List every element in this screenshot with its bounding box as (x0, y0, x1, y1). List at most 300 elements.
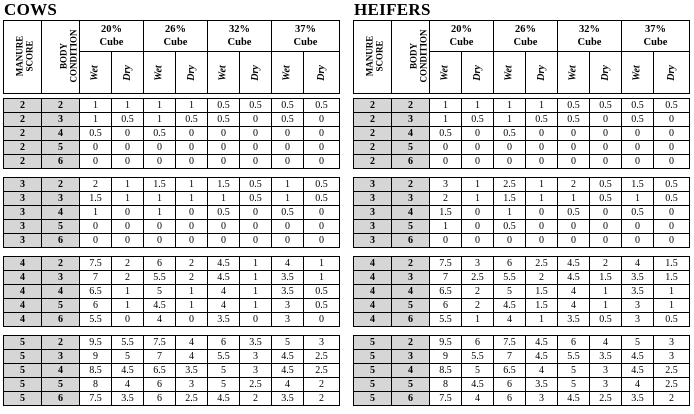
dry-header: Dry (590, 52, 622, 94)
wet-value-cell: 1.5 (494, 192, 526, 206)
wet-value-cell: 9.5 (430, 336, 462, 350)
dry-value-cell: 1 (240, 299, 272, 313)
wet-value-cell: 4.5 (272, 350, 304, 364)
wet-header: Wet (430, 52, 462, 94)
table-row (354, 392, 690, 406)
dry-value-cell: 2.5 (462, 271, 494, 285)
body-condition-cell: 5 (392, 220, 430, 234)
dry-value-cell: 1.5 (590, 271, 622, 285)
wet-value-cell: 6 (494, 378, 526, 392)
dry-value-cell: 1 (112, 192, 144, 206)
dry-header: Dry (526, 52, 558, 94)
wet-value-cell: 3.5 (622, 392, 654, 406)
wet-value-cell: 6.5 (144, 364, 176, 378)
dry-value-cell: 0 (590, 141, 622, 155)
dry-value-cell: 3 (176, 378, 208, 392)
wet-value-cell: 0.5 (558, 99, 590, 113)
body-condition-cell: 5 (42, 378, 80, 392)
table-row (354, 257, 690, 271)
wet-value-cell: 0.5 (272, 206, 304, 220)
manure-score-cell: 5 (354, 364, 392, 378)
dry-value-cell: 0 (176, 127, 208, 141)
body-condition-cell: 2 (392, 178, 430, 192)
wet-value-cell: 9 (430, 350, 462, 364)
body-condition-cell: 6 (42, 392, 80, 406)
body-condition-cell: 4 (42, 364, 80, 378)
dry-value-cell: 0 (526, 220, 558, 234)
dry-value-cell: 0 (112, 141, 144, 155)
dry-value-cell: 4 (462, 392, 494, 406)
wet-value-cell: 0 (622, 220, 654, 234)
wet-value-cell: 3.5 (622, 285, 654, 299)
wet-value-cell: 4 (622, 257, 654, 271)
dry-value-cell: 2 (590, 257, 622, 271)
cube-37-header: 37% Cube (622, 21, 690, 52)
wet-value-cell: 0 (272, 234, 304, 248)
wet-value-cell: 7.5 (430, 392, 462, 406)
dry-value-cell: 0 (590, 220, 622, 234)
wet-value-cell: 0 (558, 141, 590, 155)
wet-value-cell: 2.5 (494, 178, 526, 192)
dry-value-cell: 1 (654, 299, 690, 313)
dry-value-cell: 0 (654, 127, 690, 141)
dry-value-cell: 1.5 (654, 271, 690, 285)
body-condition-cell: 2 (42, 178, 80, 192)
table-row (354, 178, 690, 192)
wet-value-cell: 5.5 (430, 313, 462, 327)
wet-value-cell: 1 (80, 113, 112, 127)
wet-header: Wet (494, 52, 526, 94)
wet-value-cell: 1.5 (80, 192, 112, 206)
manure-score-cell: 4 (4, 299, 42, 313)
dry-value-cell: 0 (304, 234, 340, 248)
wet-header: Wet (272, 52, 304, 94)
wet-value-cell: 7.5 (494, 336, 526, 350)
wet-value-cell: 0 (494, 234, 526, 248)
body-condition-cell: 3 (42, 113, 80, 127)
dry-value-cell: 2 (240, 392, 272, 406)
wet-value-cell: 0 (80, 220, 112, 234)
dry-value-cell: 0 (240, 113, 272, 127)
wet-value-cell: 6 (144, 257, 176, 271)
wet-value-cell: 6.5 (430, 285, 462, 299)
dry-value-cell: 0 (112, 234, 144, 248)
dry-value-cell: 3 (240, 364, 272, 378)
dry-value-cell: 0 (590, 127, 622, 141)
wet-value-cell: 4.5 (208, 257, 240, 271)
body-condition-header: BODY CONDITION (42, 21, 80, 94)
table-row (354, 350, 690, 364)
dry-value-cell: 0 (526, 141, 558, 155)
manure-score-cell: 4 (354, 313, 392, 327)
table-row (4, 271, 340, 285)
dry-value-cell: 0.5 (304, 285, 340, 299)
dry-value-cell: 0 (304, 206, 340, 220)
body-condition-cell: 2 (42, 257, 80, 271)
manure-score-cell: 2 (4, 141, 42, 155)
dry-value-cell: 1 (240, 257, 272, 271)
wet-value-cell: 5 (558, 364, 590, 378)
dry-value-cell: 0 (590, 206, 622, 220)
wet-value-cell: 2 (558, 178, 590, 192)
wet-value-cell: 0 (144, 234, 176, 248)
body-condition-cell: 5 (42, 220, 80, 234)
dry-value-cell: 0.5 (590, 313, 622, 327)
dry-value-cell: 0 (654, 155, 690, 169)
wet-value-cell: 4.5 (272, 364, 304, 378)
wet-value-cell: 0 (208, 141, 240, 155)
dry-header: Dry (304, 52, 340, 94)
wet-value-cell: 8 (430, 378, 462, 392)
wet-value-cell: 1.5 (430, 206, 462, 220)
dry-value-cell: 0.5 (304, 299, 340, 313)
wet-value-cell: 0.5 (558, 113, 590, 127)
dry-value-cell: 1 (112, 285, 144, 299)
wet-value-cell: 2 (430, 192, 462, 206)
wet-value-cell: 0.5 (144, 127, 176, 141)
dry-value-cell: 0 (526, 127, 558, 141)
table-row (4, 364, 340, 378)
dry-value-cell: 0.5 (240, 178, 272, 192)
table-row (4, 336, 340, 350)
body-condition-cell: 3 (392, 350, 430, 364)
table-row (4, 192, 340, 206)
wet-value-cell: 0 (622, 141, 654, 155)
dry-value-cell: 0 (462, 141, 494, 155)
table-row (354, 99, 690, 113)
dry-value-cell: 2.5 (304, 350, 340, 364)
body-condition-cell: 4 (42, 285, 80, 299)
table-row (4, 313, 340, 327)
dry-value-cell: 3 (526, 392, 558, 406)
heifers-title: HEIFERS (354, 0, 431, 19)
wet-value-cell: 0 (558, 155, 590, 169)
dry-value-cell: 3.5 (526, 378, 558, 392)
manure-score-cell: 3 (4, 178, 42, 192)
dry-value-cell: 1 (112, 99, 144, 113)
dry-value-cell: 4 (176, 336, 208, 350)
dry-value-cell: 1 (176, 285, 208, 299)
wet-header: Wet (208, 52, 240, 94)
dry-header: Dry (462, 52, 494, 94)
wet-value-cell: 0 (558, 234, 590, 248)
wet-value-cell: 1.5 (622, 178, 654, 192)
table-row (4, 378, 340, 392)
wet-value-cell: 4 (272, 378, 304, 392)
wet-value-cell: 0 (208, 127, 240, 141)
body-condition-cell: 2 (42, 336, 80, 350)
wet-value-cell: 3.5 (272, 392, 304, 406)
dry-value-cell: 0 (304, 155, 340, 169)
wet-value-cell: 0.5 (494, 127, 526, 141)
wet-value-cell: 3 (272, 299, 304, 313)
wet-value-cell: 9.5 (80, 336, 112, 350)
wet-value-cell: 0.5 (622, 99, 654, 113)
dry-value-cell: 4.5 (526, 350, 558, 364)
wet-value-cell: 3.5 (558, 313, 590, 327)
body-condition-cell: 4 (392, 364, 430, 378)
manure-score-cell: 3 (4, 192, 42, 206)
wet-header: Wet (80, 52, 112, 94)
wet-value-cell: 1 (494, 206, 526, 220)
wet-value-cell: 4.5 (622, 364, 654, 378)
dry-value-cell: 0.5 (240, 192, 272, 206)
dry-value-cell: 1 (112, 299, 144, 313)
dry-value-cell: 0 (304, 141, 340, 155)
table-row (354, 378, 690, 392)
manure-score-cell: 3 (354, 234, 392, 248)
body-condition-cell: 6 (392, 155, 430, 169)
table-row (354, 141, 690, 155)
manure-score-cell: 4 (4, 257, 42, 271)
cube-20-header: 20% Cube (80, 21, 144, 52)
wet-value-cell: 0.5 (208, 113, 240, 127)
wet-value-cell: 0 (80, 141, 112, 155)
dry-value-cell: 0.5 (526, 113, 558, 127)
wet-value-cell: 5 (208, 378, 240, 392)
wet-value-cell: 0 (558, 220, 590, 234)
manure-score-cell: 2 (354, 141, 392, 155)
dry-value-cell: 0.5 (654, 192, 690, 206)
wet-value-cell: 4.5 (494, 299, 526, 313)
body-condition-cell: 5 (42, 299, 80, 313)
wet-value-cell: 0.5 (80, 127, 112, 141)
wet-value-cell: 7.5 (430, 257, 462, 271)
table-row (4, 350, 340, 364)
dry-value-cell: 1 (462, 178, 494, 192)
manure-score-cell: 3 (354, 178, 392, 192)
group-spacer (354, 169, 690, 178)
manure-score-cell: 5 (4, 364, 42, 378)
table-row (4, 141, 340, 155)
wet-value-cell: 0 (622, 234, 654, 248)
wet-value-cell: 4 (208, 299, 240, 313)
dry-value-cell: 0 (112, 155, 144, 169)
wet-value-cell: 0 (144, 155, 176, 169)
dry-value-cell: 1 (240, 271, 272, 285)
dry-value-cell: 2.5 (590, 392, 622, 406)
wet-value-cell: 1 (144, 192, 176, 206)
table-row (354, 113, 690, 127)
table-row (4, 127, 340, 141)
table-row (4, 178, 340, 192)
wet-value-cell: 8.5 (430, 364, 462, 378)
table-row (354, 127, 690, 141)
body-condition-header: BODY CONDITION (392, 21, 430, 94)
dry-value-cell: 0 (590, 155, 622, 169)
manure-score-cell: 3 (354, 220, 392, 234)
manure-score-cell: 4 (4, 285, 42, 299)
wet-value-cell: 1 (430, 220, 462, 234)
wet-value-cell: 1 (622, 192, 654, 206)
wet-value-cell: 0 (272, 155, 304, 169)
wet-value-cell: 1 (494, 113, 526, 127)
cube-32-header: 32% Cube (208, 21, 272, 52)
table-row (354, 364, 690, 378)
wet-value-cell: 0 (272, 141, 304, 155)
body-condition-cell: 2 (392, 257, 430, 271)
wet-value-cell: 7.5 (80, 392, 112, 406)
dry-value-cell: 0.5 (654, 313, 690, 327)
wet-value-cell: 7 (80, 271, 112, 285)
dry-value-cell: 3 (654, 336, 690, 350)
cube-20-header: 20% Cube (430, 21, 494, 52)
dry-value-cell: 3.5 (112, 392, 144, 406)
wet-value-cell: 4.5 (208, 392, 240, 406)
dry-value-cell: 0 (240, 127, 272, 141)
body-condition-cell: 4 (42, 206, 80, 220)
dry-header: Dry (176, 52, 208, 94)
body-condition-cell: 4 (392, 206, 430, 220)
body-condition-cell: 5 (392, 141, 430, 155)
manure-score-cell: 5 (4, 336, 42, 350)
dry-value-cell: 1 (112, 178, 144, 192)
dry-value-cell: 1 (176, 299, 208, 313)
dry-value-cell: 4 (112, 378, 144, 392)
manure-score-cell: 5 (354, 378, 392, 392)
wet-value-cell: 4.5 (622, 350, 654, 364)
dry-value-cell: 0.5 (112, 113, 144, 127)
wet-value-cell: 0 (622, 127, 654, 141)
wet-value-cell: 0 (272, 127, 304, 141)
wet-value-cell: 0 (272, 220, 304, 234)
wet-value-cell: 8.5 (80, 364, 112, 378)
dry-value-cell: 2 (176, 271, 208, 285)
body-condition-cell: 3 (42, 350, 80, 364)
wet-value-cell: 6 (80, 299, 112, 313)
wet-value-cell: 1 (208, 192, 240, 206)
dry-value-cell: 2 (176, 257, 208, 271)
cube-37-header: 37% Cube (272, 21, 340, 52)
wet-value-cell: 5 (208, 364, 240, 378)
manure-score-cell: 3 (4, 206, 42, 220)
wet-value-cell: 5 (272, 336, 304, 350)
body-condition-cell: 3 (392, 271, 430, 285)
dry-value-cell: 0 (654, 141, 690, 155)
dry-value-cell: 1 (462, 192, 494, 206)
wet-value-cell: 6 (144, 392, 176, 406)
table-row (354, 192, 690, 206)
dry-value-cell: 0 (176, 313, 208, 327)
dry-value-cell: 1.5 (526, 285, 558, 299)
dry-value-cell: 2.5 (654, 364, 690, 378)
dry-value-cell: 0 (526, 206, 558, 220)
wet-value-cell: 1 (272, 192, 304, 206)
dry-value-cell: 0 (462, 206, 494, 220)
wet-header: Wet (144, 52, 176, 94)
wet-value-cell: 1.5 (144, 178, 176, 192)
heifers-panel (353, 0, 693, 406)
group-spacer (4, 327, 340, 336)
wet-value-cell: 7 (494, 350, 526, 364)
body-condition-cell: 4 (42, 127, 80, 141)
dry-value-cell: 1 (526, 313, 558, 327)
wet-value-cell: 3.5 (272, 271, 304, 285)
body-condition-cell: 2 (392, 336, 430, 350)
dry-value-cell: 0 (176, 234, 208, 248)
body-condition-cell: 3 (42, 271, 80, 285)
table-row (4, 285, 340, 299)
dry-value-cell: 0 (654, 113, 690, 127)
manure-score-cell: 5 (4, 378, 42, 392)
dry-value-cell: 1 (590, 299, 622, 313)
dry-value-cell: 0 (240, 220, 272, 234)
wet-value-cell: 5.5 (208, 350, 240, 364)
body-condition-cell: 4 (392, 285, 430, 299)
wet-value-cell: 4 (558, 285, 590, 299)
wet-value-cell: 5 (622, 336, 654, 350)
wet-value-cell: 3 (622, 313, 654, 327)
wet-value-cell: 3.5 (208, 313, 240, 327)
dry-value-cell: 0 (526, 234, 558, 248)
wet-value-cell: 4 (494, 313, 526, 327)
wet-value-cell: 4.5 (558, 271, 590, 285)
wet-value-cell: 1 (558, 192, 590, 206)
table-row (4, 113, 340, 127)
body-condition-cell: 6 (392, 392, 430, 406)
wet-value-cell: 7.5 (80, 257, 112, 271)
dry-value-cell: 0.5 (590, 99, 622, 113)
table-row (4, 392, 340, 406)
wet-value-cell: 1 (272, 178, 304, 192)
dry-value-cell: 0.5 (654, 99, 690, 113)
dry-value-cell: 1 (304, 257, 340, 271)
wet-value-cell: 1 (430, 99, 462, 113)
wet-value-cell: 0 (208, 220, 240, 234)
table-row (4, 99, 340, 113)
dry-value-cell: 4 (176, 350, 208, 364)
dry-value-cell: 0 (304, 220, 340, 234)
dry-value-cell: 3 (654, 350, 690, 364)
wet-value-cell: 0.5 (272, 99, 304, 113)
body-condition-cell: 3 (392, 192, 430, 206)
manure-score-cell: 4 (354, 271, 392, 285)
dry-value-cell: 0 (240, 313, 272, 327)
dry-value-cell: 0 (112, 313, 144, 327)
wet-value-cell: 1 (144, 206, 176, 220)
dry-value-cell: 6 (462, 336, 494, 350)
dry-value-cell: 0 (526, 155, 558, 169)
dry-value-cell: 1 (526, 192, 558, 206)
wet-value-cell: 0 (494, 141, 526, 155)
table-row (354, 206, 690, 220)
wet-value-cell: 5.5 (144, 271, 176, 285)
dry-value-cell: 2 (304, 392, 340, 406)
dry-value-cell: 2 (526, 271, 558, 285)
manure-score-cell: 2 (4, 127, 42, 141)
dry-value-cell: 3.5 (590, 350, 622, 364)
manure-score-cell: 2 (4, 113, 42, 127)
dry-value-cell: 5 (112, 350, 144, 364)
wet-value-cell: 0 (558, 127, 590, 141)
body-condition-cell: 3 (42, 192, 80, 206)
dry-value-cell: 0 (112, 220, 144, 234)
manure-score-cell: 5 (354, 336, 392, 350)
wet-value-cell: 4 (558, 299, 590, 313)
manure-score-cell: 3 (4, 220, 42, 234)
table-row (4, 234, 340, 248)
table-row (4, 299, 340, 313)
group-spacer (4, 248, 340, 257)
manure-score-cell: 5 (4, 392, 42, 406)
table-row (354, 155, 690, 169)
wet-value-cell: 5 (494, 285, 526, 299)
dry-value-cell: 4.5 (462, 378, 494, 392)
dry-value-cell: 2.5 (654, 378, 690, 392)
wet-value-cell: 3.5 (272, 285, 304, 299)
cows-table (3, 20, 340, 406)
wet-value-cell: 0 (494, 155, 526, 169)
